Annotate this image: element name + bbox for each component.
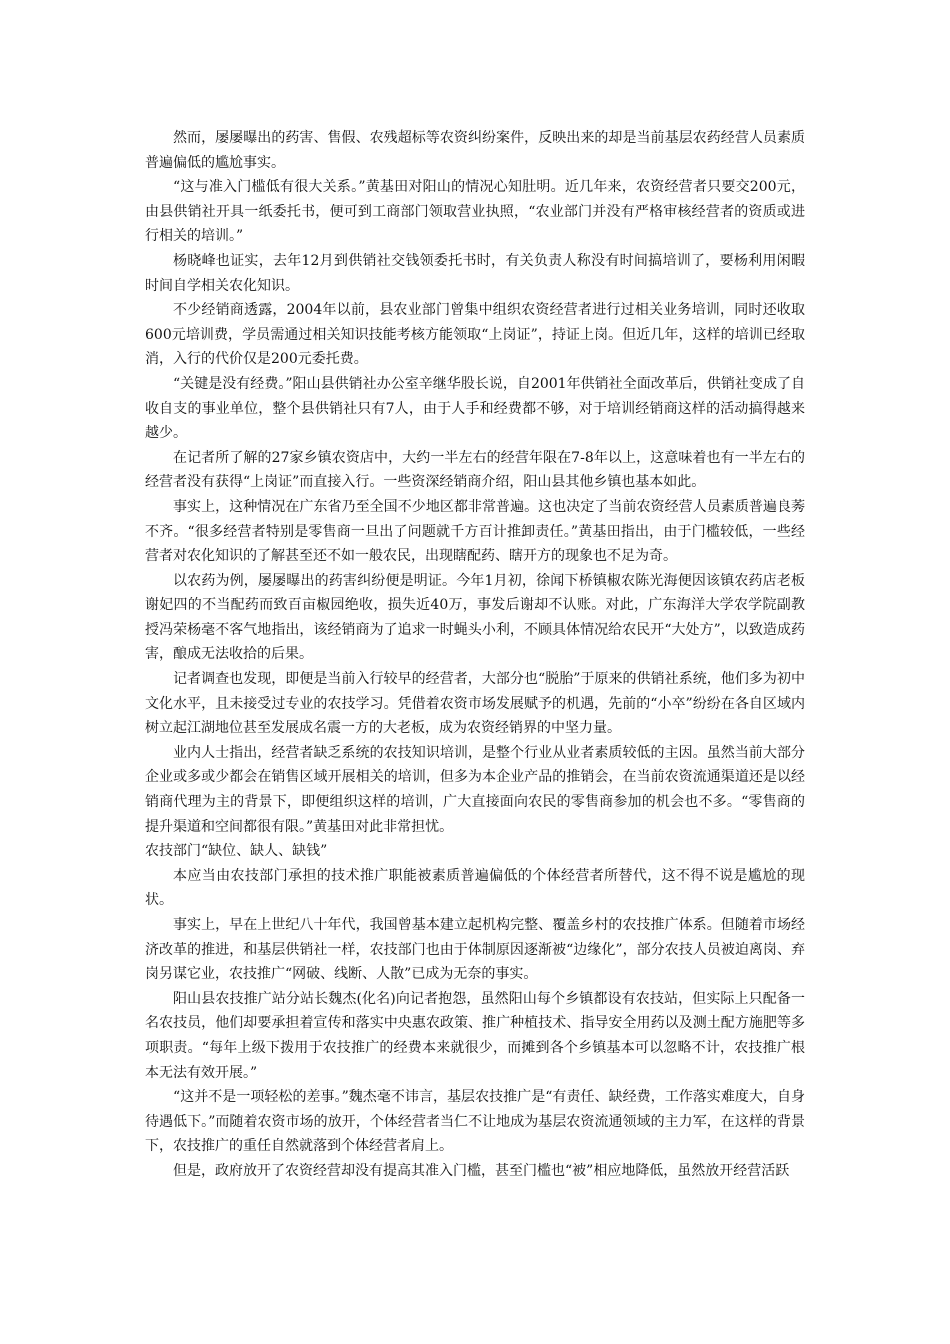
paragraph: “这与准入门槛低有很大关系。”黄基田对阳山的情况心知肚明。近几年来，农资经营者只要交200元，由县供销社开具一纸委托书，便可到工商部门领取营业执照，“农业部门并没有严格审核经营者的资质或进行相关的培训。” xyxy=(145,179,805,245)
paragraph: 但是，政府放开了农资经营却没有提高其准入门槛，甚至门槛也“被”相应地降低，虽然放开经营活跃 xyxy=(173,1162,790,1179)
paragraph: 事实上，早在上世纪八十年代，我国曾基本建立起机构完整、覆盖乡村的农技推广体系。但随着市场经济改革的推进，和基层供销社一样，农技部门也由于体制原因逐渐被“边缘化”，部分农技人员被迫离岗、弃岗另谋它业，农技推广“网破、线断、人散”已成为无奈的事实。 xyxy=(145,917,805,983)
paragraph: 然而，屡屡曝出的药害、售假、农残超标等农资纠纷案件，反映出来的却是当前基层农药经营人员素质普遍偏低的尴尬事实。 xyxy=(145,130,805,171)
paragraph: 本应当由农技部门承担的技术推广职能被素质普遍偏低的个体经营者所替代，这不得不说是尴尬的现状。 xyxy=(145,867,805,909)
paragraph: 不少经销商透露，2004年以前，县农业部门曾集中组织农资经营者进行过相关业务培训，同时还收取600元培训费，学员需通过相关知识技能考核方能领取“上岗证”，持证上岗。但近几年，这样的培训已经取消，入行的代价仅是200元委托费。 xyxy=(145,302,805,368)
paragraph: 杨晓峰也证实，去年12月到供销社交钱领委托书时，有关负责人称没有时间搞培训了，要杨利用闲暇时间自学相关农化知识。 xyxy=(145,252,805,294)
paragraph: 阳山县农技推广站分站长魏杰(化名)向记者抱怨，虽然阳山每个乡镇都设有农技站，但实际上只配备一名农技员，他们却要承担着宣传和落实中央惠农政策、推广种植技术、指导安全用药以及测土配方施肥等多项职责。“每年上级下拨用于农技推广的经费本来就很少，而摊到各个乡镇基本可以忽略不计，农技推广根本无法有效开展。” xyxy=(145,990,805,1081)
paragraph: 事实上，这种情况在广东省乃至全国不少地区都非常普遍。这也决定了当前农资经营人员素质普遍良莠不齐。“很多经营者特别是零售商一旦出了问题就千方百计推卸责任。”黄基田指出，由于门槛较低，一些经营者对农化知识的了解甚至还不如一般农民，出现瞎配药、瞎开方的现象也不足为奇。 xyxy=(145,498,805,565)
paragraph: 在记者所了解的27家乡镇农资店中，大约一半左右的经营年限在7-8年以上，这意味着也有一半左右的经营者没有获得“上岗证”而直接入行。一些资深经销商介绍，阳山县其他乡镇也基本如此。 xyxy=(145,449,805,491)
section-heading: 农技部门“缺位、缺人、缺钱” xyxy=(145,843,328,860)
paragraph: 业内人士指出，经营者缺乏系统的农技知识培训，是整个行业从业者素质较低的主因。虽然当前大部分企业或多或少都会在销售区域开展相关的培训，但多为本企业产品的推销会，在当前农资流通渠道还是以经销商代理为主的背景下，即便组织这样的培训，广大直接面向农民的零售商参加的机会也不多。“零售商的提升渠道和空间都很有限。”黄基田对此非常担忧。 xyxy=(145,744,805,835)
paragraph: “关键是没有经费。”阳山县供销社办公室辛继华股长说，自2001年供销社全面改革后，供销社变成了自收自支的事业单位，整个县供销社只有7人，由于人手和经费都不够，对于培训经销商这样的活动搞得越来越少。 xyxy=(145,375,805,442)
paragraph: 以农药为例，屡屡曝出的药害纠纷便是明证。今年1月初，徐闻下桥镇椒农陈光海便因该镇农药店老板谢妃四的不当配药而致百亩椒园绝收，损失近40万，事发后谢却不认账。对此，广东海洋大学农学院副教授冯荣杨毫不客气地指出，该经销商为了追求一时蝇头小利，不顾具体情况给农民开“大处方”，以致造成药害，酿成无法收拾的后果。 xyxy=(145,572,805,663)
document-body xyxy=(145,126,805,1184)
paragraph: “这并不是一项轻松的差事。”魏杰毫不讳言，基层农技推广是“有责任、缺经费，工作落实难度大，自身待遇低下。”而随着农资市场的放开，个体经营者当仁不让地成为基层农资流通领域的主力军，在这样的背景下，农技推广的重任自然就落到个体经营者肩上。 xyxy=(145,1089,805,1155)
paragraph: 记者调查也发现，即便是当前入行较早的经营者，大部分也“脱胎”于原来的供销社系统，他们多为初中文化水平，且未接受过专业的农技学习。凭借着农资市场发展赋予的机遇，先前的“小卒”纷纷在各自区域内树立起江湖地位甚至发展成名震一方的大老板，成为农资经销界的中坚力量。 xyxy=(145,671,805,737)
